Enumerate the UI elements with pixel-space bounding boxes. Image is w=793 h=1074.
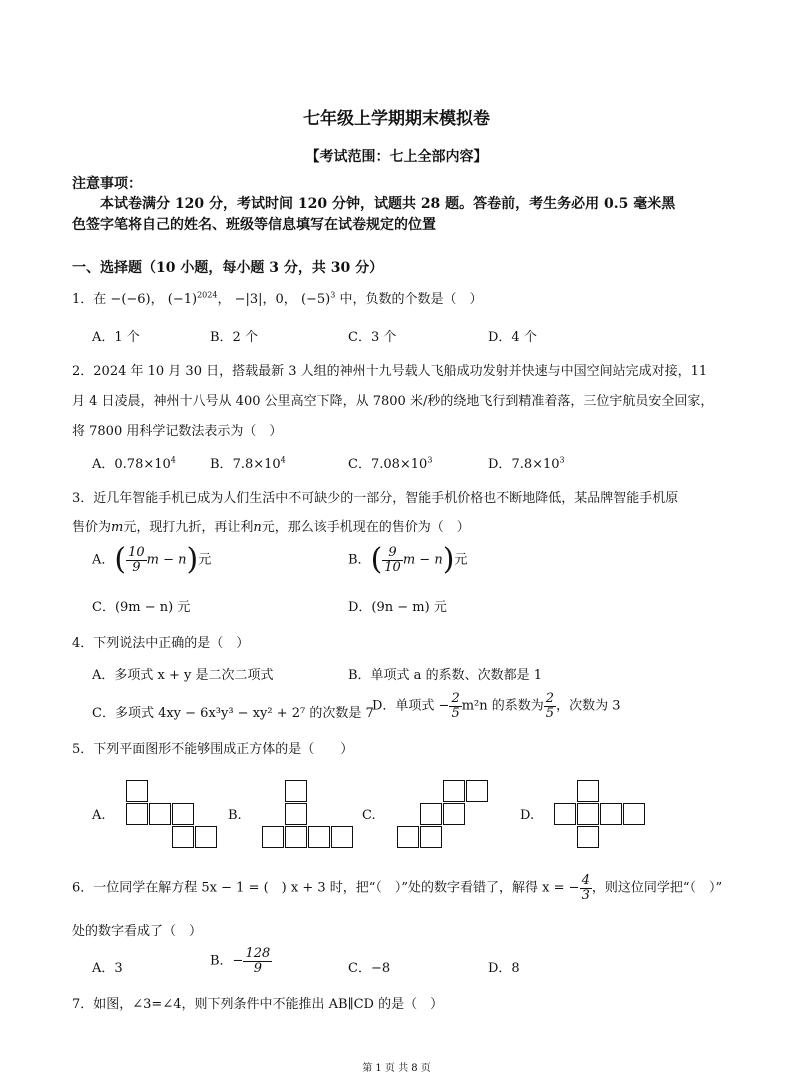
q3-line-2: 售价为m元，现打九折，再让利n元，那么该手机现在的售价为（ ）: [72, 520, 470, 535]
q5-label-d: D.: [520, 808, 535, 823]
q1-option-a: A．1 个: [92, 330, 140, 345]
q2-option-a: A．$0.78\times 10^4$: [92, 455, 176, 472]
q6-line-1: 6．一位同学在解方程 5x − 1 = ( ) x + 3 时，把“（ ）”处的数字看错了，解得 x = − $\frac{4}{3}$ ，则这位同学把“（ ）”: [72, 873, 723, 903]
page-title: 七年级上学期期末模拟卷: [303, 109, 490, 129]
q4-stem: 4．下列说法中正确的是（ ）: [72, 636, 250, 651]
question-1: [72, 288, 483, 307]
q5-label-a: A.: [92, 808, 106, 823]
q6-option-c: C．−8: [348, 961, 391, 976]
q2-option-b: B．$7.8\times 10^4$: [210, 455, 286, 472]
q6-option-b: B．− $\frac{128}{9}$: [210, 946, 271, 976]
q4-option-b: B．单项式 a 的系数、次数都是 1: [348, 668, 542, 683]
q1-expr-1: −(−6)，: [110, 292, 164, 307]
exam-scope: 【考试范围：七上全部内容】: [305, 149, 488, 165]
q1-option-b: B．2 个: [210, 330, 258, 345]
q5-label-c: C.: [362, 808, 376, 823]
q5-label-b: B.: [228, 808, 242, 823]
q1-expr-3: −|3|，0，: [234, 292, 297, 307]
q1-option-c: C．3 个: [348, 330, 397, 345]
q3-line-1: 3．近几年智能手机已成为人们生活中不可缺少的一部分，智能手机价格也不断地降低，某品牌智能手机原: [72, 491, 679, 506]
q1-number: 1．在: [72, 292, 107, 307]
q3-option-b: B．( $\frac{9}{10}$ m − n)元: [348, 542, 468, 577]
q4-option-d: D．单项式 − $\frac{2}{5}$ m²n 的系数为 $\frac{2}{5}$ ，次数为 3: [372, 691, 621, 721]
section-heading: 一、选择题（10 小题，每小题 3 分，共 30 分）: [72, 260, 384, 276]
q6-line-2: 处的数字看成了（ ）: [72, 924, 203, 939]
q4-option-c: C．多项式 4xy − 6x³y³ − xy² + 2⁷ 的次数是 7: [92, 706, 374, 721]
q3-option-c: C．(9m − n) 元: [92, 600, 191, 615]
q1-sep: ，: [217, 292, 231, 307]
notice-heading: 注意事项：: [72, 176, 142, 192]
q3-option-a: A．( $\frac{10}{9}$ m − n)元: [92, 542, 212, 577]
q6-option-a: A．3: [92, 961, 123, 976]
q2-line-3: 将 7800 用科学记数法表示为（ ）: [72, 424, 283, 439]
notice-line-2: 色签字笔将自己的姓名、班级等信息填写在试卷规定的位置: [72, 217, 436, 233]
q2-line-1: 2．2024 年 10 月 30 日，搭载最新 3 人组的神州十九号载人飞船成功发射并快速与中国空间站完成对接，11: [72, 364, 708, 379]
q1-option-d: D．4 个: [488, 330, 537, 345]
q4-option-a: A．多项式 x + y 是二次二项式: [92, 668, 274, 683]
q3-option-d: D．(9n − m) 元: [348, 600, 447, 615]
q1-expr-2-exp: 2024: [197, 290, 218, 300]
q6-option-d: D．8: [488, 961, 520, 976]
q5-stem: 5．下列平面图形不能够围成正方体的是（ ）: [72, 742, 354, 757]
q1-tail: 中，负数的个数是（ ）: [339, 292, 483, 307]
q1-expr-4-exp: 3: [330, 290, 336, 300]
q2-option-c: C．$7.08\times 10^3$: [348, 455, 433, 472]
q7-stem: 7．如图，∠3=∠4，则下列条件中不能推出 AB∥CD 的是（ ）: [72, 997, 444, 1012]
q2-option-d: D．$7.8\times 10^3$: [488, 455, 565, 472]
page-footer: 第 1 页 共 8 页: [362, 1063, 431, 1074]
q2-line-2: 月 4 日凌晨，神州十八号从 400 公里高空下降，从 7800 米/秒的绕地飞行到精准着落，三位宇航员安全回家，: [72, 394, 714, 409]
q1-expr-2: (−1): [167, 292, 198, 307]
q1-expr-4: (−5): [300, 292, 331, 307]
notice-line-1: 本试卷满分 120 分，考试时间 120 分钟，试题共 28 题。答卷前，考生务必用 0.5 毫米黑: [100, 196, 676, 212]
